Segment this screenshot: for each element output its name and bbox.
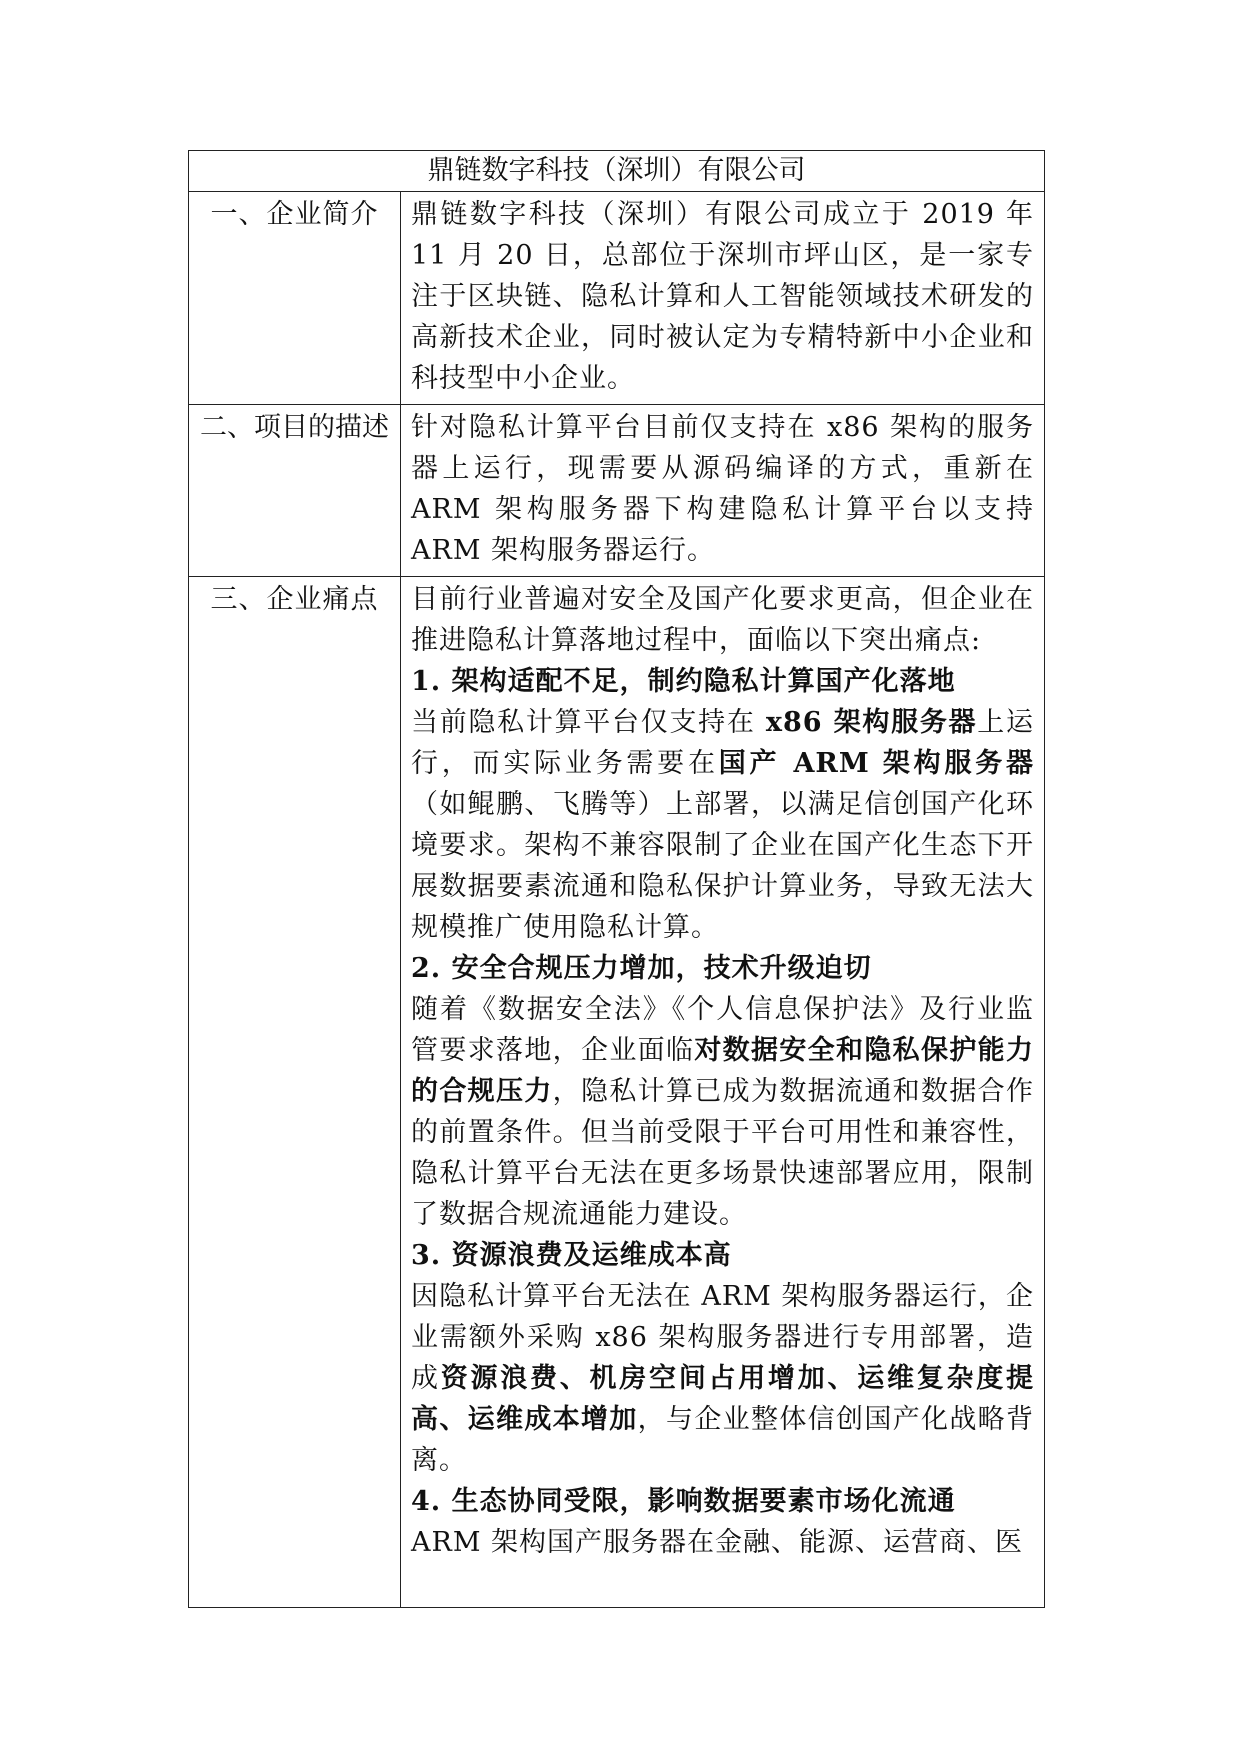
company-intro-text: [401, 192, 1045, 405]
pain-point-heading-3: 3. 资源浪费及运维成本高: [411, 1240, 732, 1271]
row-label-pain-points: 三、企业痛点: [189, 577, 401, 1608]
pain-point-heading-4: 4. 生态协同受限，影响数据要素市场化流通: [411, 1486, 956, 1517]
text-segment-bold: 资源浪费、机房空间占用增加、运维复杂度提高、运维成本增加: [411, 1363, 1034, 1435]
project-description-text: [401, 405, 1045, 577]
row-label-company-intro: 一、企业简介: [189, 192, 401, 405]
pain-points-text: [401, 577, 1045, 1608]
text-segment: ，与企业整体信创国产化战略背离。: [411, 1404, 1035, 1476]
table-row: [189, 405, 1045, 577]
pain-point-body-4: [411, 1522, 1034, 1563]
text-segment: 上运行，而实际业务需要在: [411, 707, 1034, 779]
document-page: [188, 150, 1044, 1608]
table-row: [189, 192, 1045, 405]
pain-points-intro: 目前行业普遍对安全及国产化要求更高，但企业在推进隐私计算落地过程中，面临以下突出痛点:: [411, 584, 1034, 656]
company-intro-paragraph: 鼎链数字科技（深圳）有限公司成立于 2019 年 11 月 20 日，总部位于深圳市坪山区，是一家专注于区块链、隐私计算和人工智能领域技术研发的高新技术企业，同时被认定为专精特新中小企业和科技型中小企业。: [411, 199, 1034, 394]
text-segment: （如鲲鹏、飞腾等）上部署，以满足信创国产化环境要求。架构不兼容限制了企业在国产化生态下开展数据要素流通和隐私保护计算业务，导致无法大规模推广使用隐私计算。: [411, 789, 1034, 943]
row-label-project-description: 二、项目的描述: [189, 405, 401, 577]
text-segment-bold: x86 架构服务器: [765, 707, 978, 738]
text-segment: ，隐私计算已成为数据流通和数据合作的前置条件。但当前受限于平台可用性和兼容性，隐私计算平台无法在更多场景快速部署应用，限制了数据合规流通能力建设。: [411, 1076, 1035, 1230]
text-segment: 随着《数据安全法》《个人信息保护法》及行业监管要求落地，企业面临: [411, 994, 1034, 1066]
text-segment-bold: 对数据安全和隐私保护能力的合规压力: [411, 1035, 1035, 1107]
project-description-paragraph: 针对隐私计算平台目前仅支持在 x86 架构的服务器上运行，现需要从源码编译的方式，重新在 ARM 架构服务器下构建隐私计算平台以支持 ARM 架构服务器运行。: [411, 412, 1034, 566]
text-segment: 因隐私计算平台无法在 ARM 架构服务器运行，企业需额外采购 x86 架构服务器进行专用部署，造成: [411, 1281, 1034, 1394]
text-segment: ARM 架构国产服务器在金融、能源、运营商、医: [411, 1527, 1024, 1558]
table-title: 鼎链数字科技（深圳）有限公司: [189, 151, 1045, 192]
pain-point-heading-1: 1. 架构适配不足，制约隐私计算国产化落地: [411, 666, 956, 697]
text-segment-bold: 国产 ARM 架构服务器: [718, 748, 1034, 779]
pain-point-body-2: [411, 989, 1034, 1235]
company-info-table: [188, 150, 1045, 1608]
table-row: [189, 577, 1045, 1608]
pain-point-body-3: [411, 1276, 1034, 1481]
pain-point-heading-2: 2. 安全合规压力增加，技术升级迫切: [411, 953, 872, 984]
text-segment: 当前隐私计算平台仅支持在: [411, 707, 766, 738]
pain-point-body-1: [411, 702, 1034, 948]
